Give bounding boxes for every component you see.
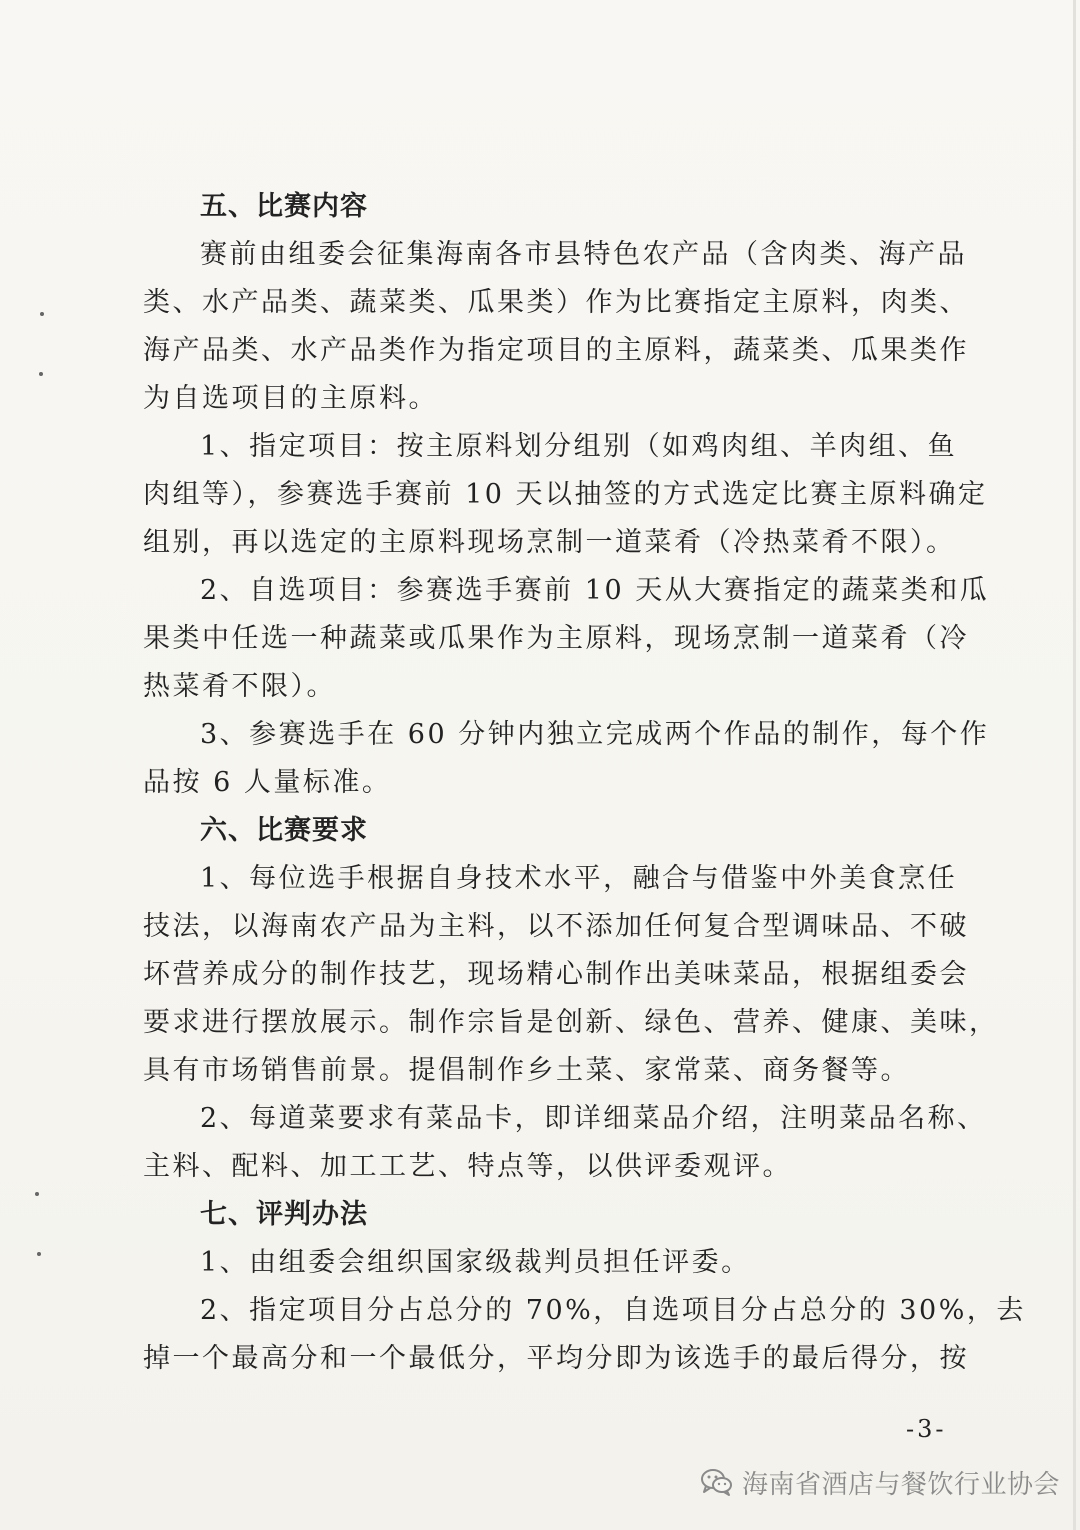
text-line: 掉一个最高分和一个最低分，平均分即为该选手的最后得分，按 [143,1343,969,1374]
section-heading-5: 五、比赛内容 [200,191,368,222]
scan-speck [39,372,43,376]
scan-speck [35,1192,39,1196]
text-line: 1、每位选手根据自身技术水平，融合与借鉴中外美食烹任 [200,863,958,894]
page-number: -3- [906,1415,947,1443]
text-line: 3、参赛选手在 60 分钟内独立完成两个作品的制作，每个作 [200,719,990,750]
wechat-icon [700,1467,734,1497]
footer-text: 海南省酒店与餐饮行业协会 [742,1469,1061,1500]
text-line: 2、每道菜要求有菜品卡，即详细菜品介绍，注明菜品名称、 [200,1103,987,1134]
text-line: 热菜肴不限）。 [143,671,336,702]
scan-speck [40,312,44,316]
footer-watermark [700,1462,1060,1502]
text-line: 肉组等），参赛选手赛前 10 天以抽签的方式选定比赛主原料确定 [143,479,988,510]
scan-speck [37,1252,41,1256]
page-edge [1073,0,1076,1530]
text-line: 组别，再以选定的主原料现场烹制一道菜肴（冷热菜肴不限）。 [143,527,956,558]
text-line: 1、由组委会组织国家级裁判员担任评委。 [200,1247,751,1278]
text-line: 具有市场销售前景。提倡制作乡土菜、家常菜、商务餐等。 [143,1055,910,1086]
text-line: 主料、配料、加工工艺、特点等，以供评委观评。 [143,1151,792,1182]
text-line: 2、自选项目：参赛选手赛前 10 天从大赛指定的蔬菜类和瓜 [200,575,990,606]
text-line: 要求进行摆放展示。制作宗旨是创新、绿色、营养、健康、美味， [143,1007,999,1038]
text-line: 为自选项目的主原料。 [143,383,438,414]
text-line: 1、指定项目：按主原料划分组别（如鸡肉组、羊肉组、鱼 [200,431,958,462]
text-line: 技法，以海南农产品为主料，以不添加任何复合型调味品、不破 [143,911,969,942]
text-line: 海产品类、水产品类作为指定项目的主原料，蔬菜类、瓜果类作 [143,335,969,366]
text-line: 类、水产品类、蔬菜类、瓜果类）作为比赛指定主原料，肉类、 [143,287,969,318]
text-line: 坏营养成分的制作技艺，现场精心制作出美味菜品，根据组委会 [143,959,969,990]
text-line: 品按 6 人量标准。 [143,767,392,798]
section-heading-6: 六、比赛要求 [200,815,368,846]
text-line: 果类中任选一种蔬菜或瓜果作为主原料，现场烹制一道菜肴（冷 [143,623,969,654]
text-line: 2、指定项目分占总分的 70%，自选项目分占总分的 30%，去 [200,1295,1026,1326]
section-heading-7: 七、评判办法 [200,1199,368,1230]
text-line: 赛前由组委会征集海南各市县特色农产品（含肉类、海产品 [200,239,967,270]
